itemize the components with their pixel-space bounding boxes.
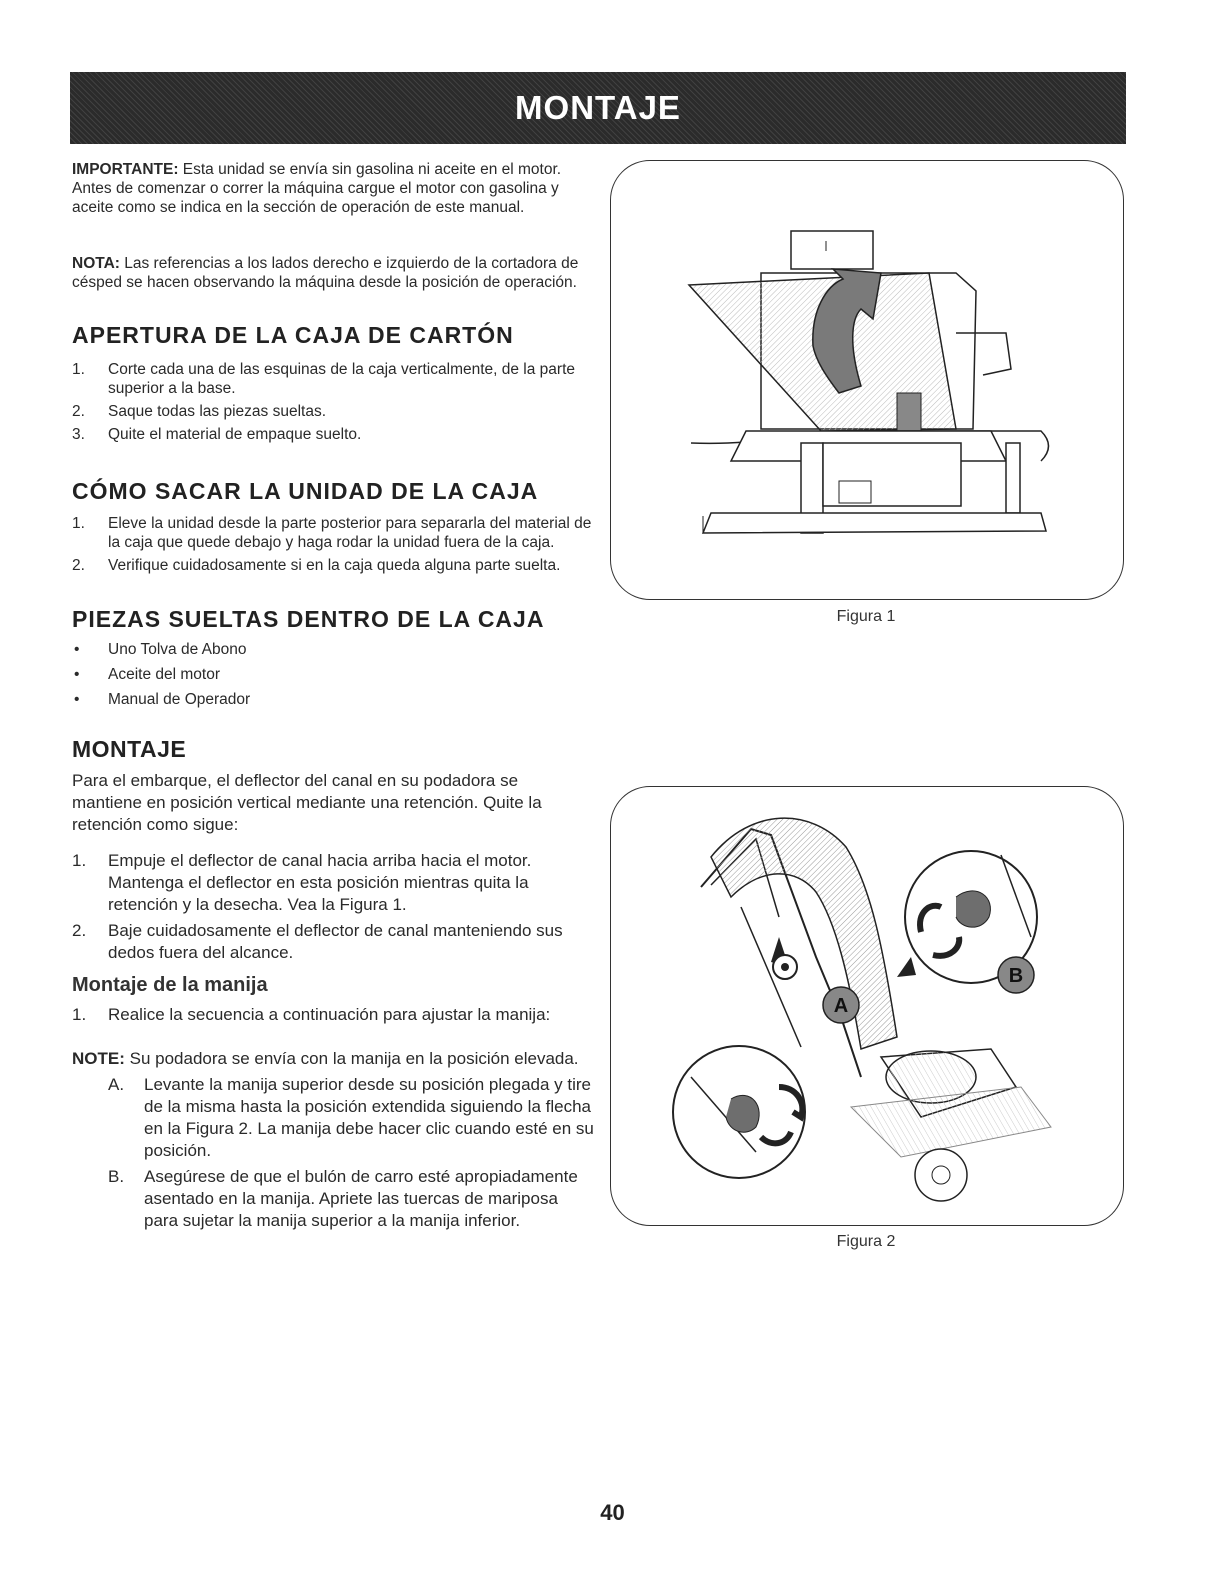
montaje-heading: MONTAJE bbox=[72, 736, 187, 762]
manija-heading: Montaje de la manija bbox=[72, 974, 268, 996]
list-item: • Uno Tolva de Abono bbox=[72, 640, 592, 659]
apertura-heading: APERTURA DE LA CAJA DE CARTÓN bbox=[72, 322, 514, 348]
callout-a-label: A bbox=[833, 995, 849, 1017]
page-title: MONTAJE bbox=[515, 89, 681, 126]
nota-paragraph bbox=[72, 254, 592, 292]
important-paragraph bbox=[72, 160, 592, 217]
sacar-steps bbox=[72, 514, 592, 579]
nota-label: NOTA: bbox=[72, 255, 120, 272]
list-item: • Aceite del motor bbox=[72, 665, 592, 684]
list-item: 2. Verifique cuidadosamente si en la caja queda alguna parte suelta. bbox=[72, 557, 561, 574]
list-item: B. Asegúrese de que el bulón de carro esté apropiadamente asentado en la manija. Apriete las tuercas de mariposa para sujetar la manija superior a la manija inferior. bbox=[108, 1167, 578, 1230]
important-text: Esta unidad se envía sin gasolina ni aceite en el motor. Antes de comenzar o correr la máquina cargue el motor con gasolina y aceite como se indica en la sección de operación de este manual. bbox=[72, 161, 562, 216]
list-item: 1. Corte cada una de las esquinas de la caja verticalmente, de la parte superior a la base. bbox=[72, 361, 576, 397]
montaje-steps bbox=[72, 850, 592, 968]
page-banner bbox=[70, 72, 1126, 144]
figure-1-illustration bbox=[611, 161, 1124, 600]
important-label: IMPORTANTE: bbox=[72, 161, 179, 178]
list-item: 1. Eleve la unidad desde la parte posterior para separarla del material de la caja que quede debajo y haga rodar la unidad fuera de la caja. bbox=[72, 515, 592, 551]
figure-2-frame bbox=[610, 786, 1124, 1226]
list-item: 2. Saque todas las piezas sueltas. bbox=[72, 403, 326, 420]
figure-1-caption: Figura 1 bbox=[836, 608, 896, 625]
page-number: 40 bbox=[600, 1500, 625, 1525]
list-item: 1. Realice la secuencia a continuación para ajustar la manija: bbox=[72, 1005, 551, 1024]
list-item: 1. Empuje el deflector de canal hacia arriba hacia el motor. Mantenga el deflector en esta posición mientras quita la retención y la desecha. Vea la Figura 1. bbox=[72, 851, 532, 914]
callout-b-label: B bbox=[1008, 965, 1024, 987]
sacar-heading: CÓMO SACAR LA UNIDAD DE LA CAJA bbox=[72, 478, 539, 504]
piezas-heading: PIEZAS SUELTAS DENTRO DE LA CAJA bbox=[72, 606, 545, 632]
piezas-list bbox=[72, 640, 592, 715]
nota-text: Las referencias a los lados derecho e izquierdo de la cortadora de césped se hacen observando la máquina desde la posición de operación. bbox=[72, 255, 579, 291]
note-label: NOTE: bbox=[72, 1049, 125, 1068]
figure-1-frame bbox=[610, 160, 1124, 600]
manija-steps bbox=[72, 1004, 592, 1030]
figure-2-caption: Figura 2 bbox=[836, 1233, 896, 1250]
note-text: Su podadora se envía con la manija en la posición elevada. bbox=[124, 1049, 579, 1068]
manija-sub-steps bbox=[108, 1074, 594, 1236]
figure-2-illustration bbox=[611, 787, 1124, 1226]
list-item: • Manual de Operador bbox=[72, 690, 592, 709]
montaje-intro: Para el embarque, el deflector del canal en su podadora se mantiene en posición vertical mediante una retención. Quite la retención como sigue: bbox=[72, 771, 542, 834]
manija-note bbox=[72, 1048, 592, 1070]
list-item: A. Levante la manija superior desde su posición plegada y tire de la misma hasta la posición extendida siguiendo la flecha en la Figura 2. La manija debe hacer clic cuando esté en su posición. bbox=[108, 1075, 594, 1160]
list-item: 2. Baje cuidadosamente el deflector de canal manteniendo sus dedos fuera del alcance. bbox=[72, 921, 563, 962]
list-item: 3. Quite el material de empaque suelto. bbox=[72, 426, 362, 443]
apertura-steps bbox=[72, 360, 592, 448]
